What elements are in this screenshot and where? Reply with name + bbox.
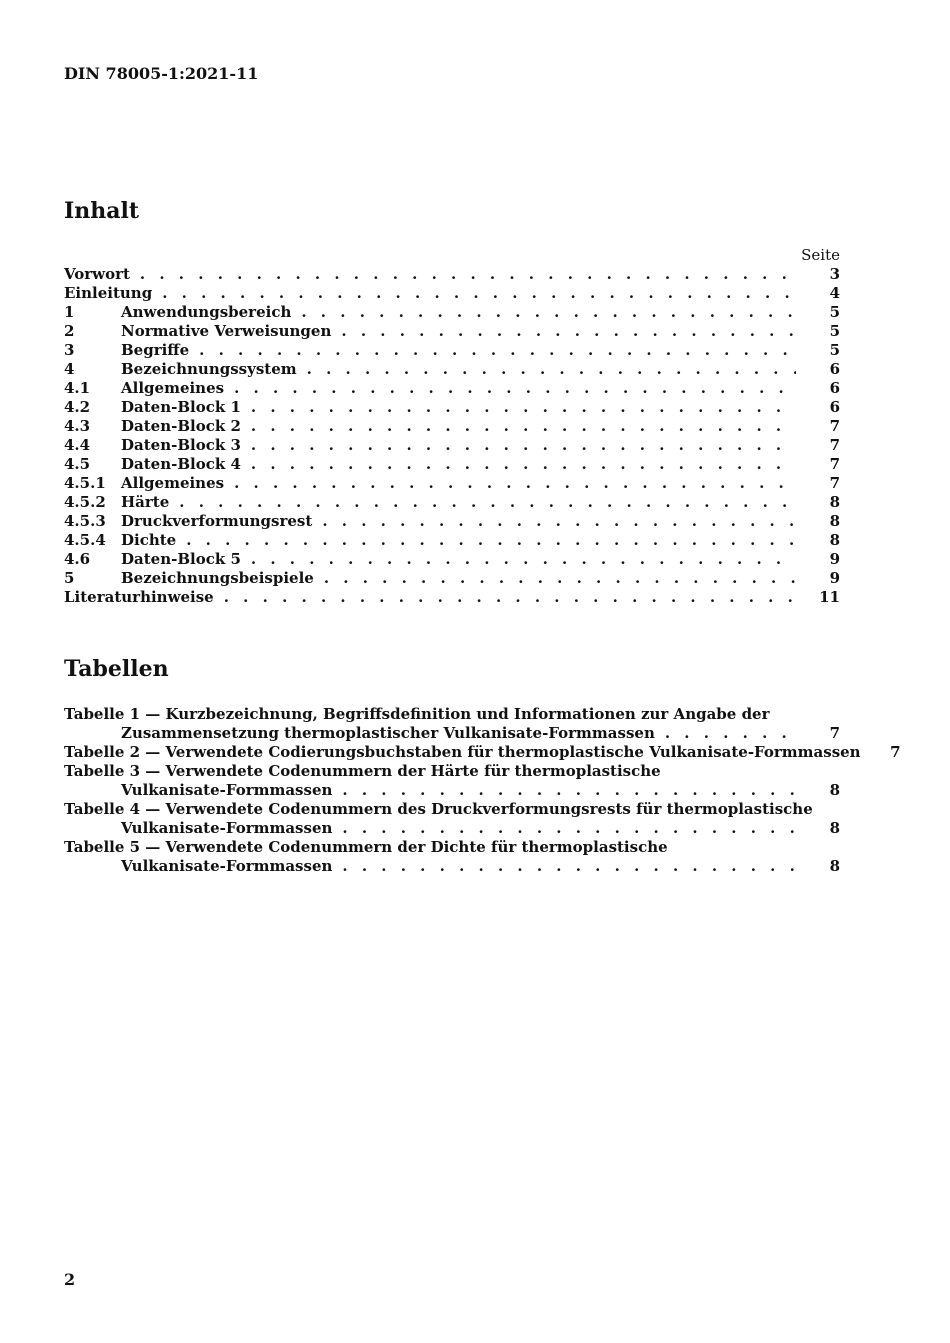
toc-entry[interactable]	[64, 398, 840, 417]
contents-heading: Inhalt	[64, 198, 140, 224]
dot-leader	[199, 341, 796, 360]
toc-entry-page: 5	[829, 303, 840, 321]
toc-entry-title: Daten-Block 3	[121, 436, 241, 454]
table-entry-caption: Tabelle 5 — Verwendete Codenummern der Dichte für thermoplastische	[64, 838, 668, 856]
toc-entry-title: Anwendungsbereich	[121, 303, 292, 321]
page-number: 2	[64, 1270, 76, 1289]
dot-leader	[162, 284, 796, 303]
toc-entry-page: 6	[829, 379, 840, 397]
toc-entry-title: Allgemeines	[121, 474, 225, 492]
table-entry-caption: Tabelle 2 — Verwendete Codierungsbuchstaben für thermoplastische Vulkanisate-Formmassen	[64, 743, 861, 761]
toc-entry-number: 4.5.1	[64, 474, 106, 492]
toc-entry[interactable]	[64, 493, 840, 512]
dot-leader	[251, 550, 796, 569]
table-entry-page: 8	[829, 857, 840, 875]
table-entry-caption-continued: Zusammensetzung thermoplastischer Vulkanisate-Formmassen	[121, 724, 655, 742]
toc-entry-page: 7	[829, 417, 840, 435]
toc-entry-title: Daten-Block 5	[121, 550, 241, 568]
toc-entry-page: 7	[829, 436, 840, 454]
toc-entry-page: 4	[829, 284, 840, 302]
toc-entry[interactable]	[64, 265, 840, 284]
toc-entry[interactable]	[64, 322, 840, 341]
dot-leader	[186, 531, 796, 550]
dot-leader	[251, 398, 796, 417]
tables-heading: Tabellen	[64, 656, 169, 682]
dot-leader	[251, 455, 796, 474]
toc-entry-title: Einleitung	[64, 284, 153, 302]
toc-entry-number: 4.6	[64, 550, 91, 568]
toc-entry[interactable]	[64, 379, 840, 398]
toc-entry-page: 5	[829, 322, 840, 340]
dot-leader	[342, 781, 796, 800]
table-entry-caption-continued: Vulkanisate-Formmassen	[121, 781, 333, 799]
toc-entry-number: 4.5.3	[64, 512, 106, 530]
table-entry-caption: Tabelle 3 — Verwendete Codenummern der Härte für thermoplastische	[64, 762, 661, 780]
table-entry-page: 8	[829, 781, 840, 799]
table-entry-page: 7	[829, 724, 840, 742]
toc-entry-title: Daten-Block 1	[121, 398, 241, 416]
toc-entry-number: 2	[64, 322, 75, 340]
dot-leader	[179, 493, 796, 512]
table-of-contents	[64, 246, 840, 607]
toc-entry[interactable]	[64, 588, 840, 607]
toc-entry-title: Vorwort	[64, 265, 130, 283]
toc-entry-title: Normative Verweisungen	[121, 322, 332, 340]
toc-entry-number: 4.5.2	[64, 493, 106, 511]
toc-entry-page: 7	[829, 455, 840, 473]
toc-entry-page: 9	[829, 569, 840, 587]
table-entry-caption-continued: Vulkanisate-Formmassen	[121, 857, 333, 875]
toc-entry-page: 5	[829, 341, 840, 359]
toc-entry[interactable]	[64, 474, 840, 493]
toc-entry[interactable]	[64, 512, 840, 531]
table-entry-caption: Tabelle 4 — Verwendete Codenummern des Druckverformungsrests für thermoplastische	[64, 800, 813, 818]
toc-entry[interactable]	[64, 284, 840, 303]
toc-entry[interactable]	[64, 550, 840, 569]
toc-entry-title: Bezeichnungsbeispiele	[121, 569, 314, 587]
dot-leader	[322, 512, 796, 531]
table-list-entry[interactable]	[64, 838, 840, 876]
toc-entry-number: 4.5.4	[64, 531, 106, 549]
toc-entry-number: 4.2	[64, 398, 91, 416]
toc-entry[interactable]	[64, 531, 840, 550]
toc-entry[interactable]	[64, 436, 840, 455]
dot-leader	[341, 322, 796, 341]
toc-entry-page: 8	[829, 512, 840, 530]
toc-entry-title: Bezeichnungssystem	[121, 360, 297, 378]
toc-entry[interactable]	[64, 417, 840, 436]
dot-leader	[140, 265, 796, 284]
dot-leader	[301, 303, 796, 322]
toc-entry-number: 3	[64, 341, 75, 359]
document-id: DIN 78005-1:2021-11	[64, 64, 259, 83]
toc-entry-number: 5	[64, 569, 75, 587]
toc-entry-number: 4	[64, 360, 75, 378]
dot-leader	[234, 474, 796, 493]
toc-entry-number: 1	[64, 303, 75, 321]
table-list-entry[interactable]	[64, 705, 840, 743]
dot-leader	[324, 569, 796, 588]
toc-entry-title: Daten-Block 2	[121, 417, 241, 435]
toc-entry-title: Härte	[121, 493, 170, 511]
dot-leader	[224, 588, 796, 607]
toc-entry[interactable]	[64, 341, 840, 360]
dot-leader	[251, 417, 796, 436]
table-entry-caption: Tabelle 1 — Kurzbezeichnung, Begriffsdefinition und Informationen zur Angabe der	[64, 705, 770, 723]
table-entry-caption-continued: Vulkanisate-Formmassen	[121, 819, 333, 837]
toc-entry-title: Dichte	[121, 531, 177, 549]
table-list-entry[interactable]	[64, 743, 901, 762]
dot-leader	[342, 857, 796, 876]
table-entry-page: 8	[829, 819, 840, 837]
toc-entry[interactable]	[64, 360, 840, 379]
dot-leader	[342, 819, 796, 838]
table-entry-page: 7	[890, 743, 901, 761]
toc-entry-page: 8	[829, 531, 840, 549]
toc-entry-title: Literaturhinweise	[64, 588, 214, 606]
dot-leader	[307, 360, 796, 379]
toc-entry-title: Allgemeines	[121, 379, 225, 397]
toc-entry-number: 4.5	[64, 455, 91, 473]
dot-leader	[251, 436, 796, 455]
dot-leader	[665, 724, 796, 743]
toc-entry-page: 7	[829, 474, 840, 492]
toc-entry[interactable]	[64, 455, 840, 474]
toc-entry-page: 8	[829, 493, 840, 511]
toc-entry-number: 4.4	[64, 436, 91, 454]
toc-entry-page: 11	[819, 588, 840, 606]
list-of-tables	[64, 705, 901, 876]
toc-entry[interactable]	[64, 303, 840, 322]
toc-entry-number: 4.1	[64, 379, 91, 397]
toc-entry-page: 6	[829, 360, 840, 378]
toc-entry-title: Begriffe	[121, 341, 190, 359]
dot-leader	[234, 379, 796, 398]
toc-entry-number: 4.3	[64, 417, 91, 435]
toc-entry-page: 9	[829, 550, 840, 568]
page-column-label: Seite	[801, 246, 840, 264]
table-list-entry[interactable]	[64, 800, 840, 838]
toc-entry-title: Daten-Block 4	[121, 455, 241, 473]
toc-entry-page: 6	[829, 398, 840, 416]
toc-entry[interactable]	[64, 569, 840, 588]
table-list-entry[interactable]	[64, 762, 840, 800]
toc-entry-page: 3	[829, 265, 840, 283]
toc-entry-title: Druckverformungsrest	[121, 512, 313, 530]
